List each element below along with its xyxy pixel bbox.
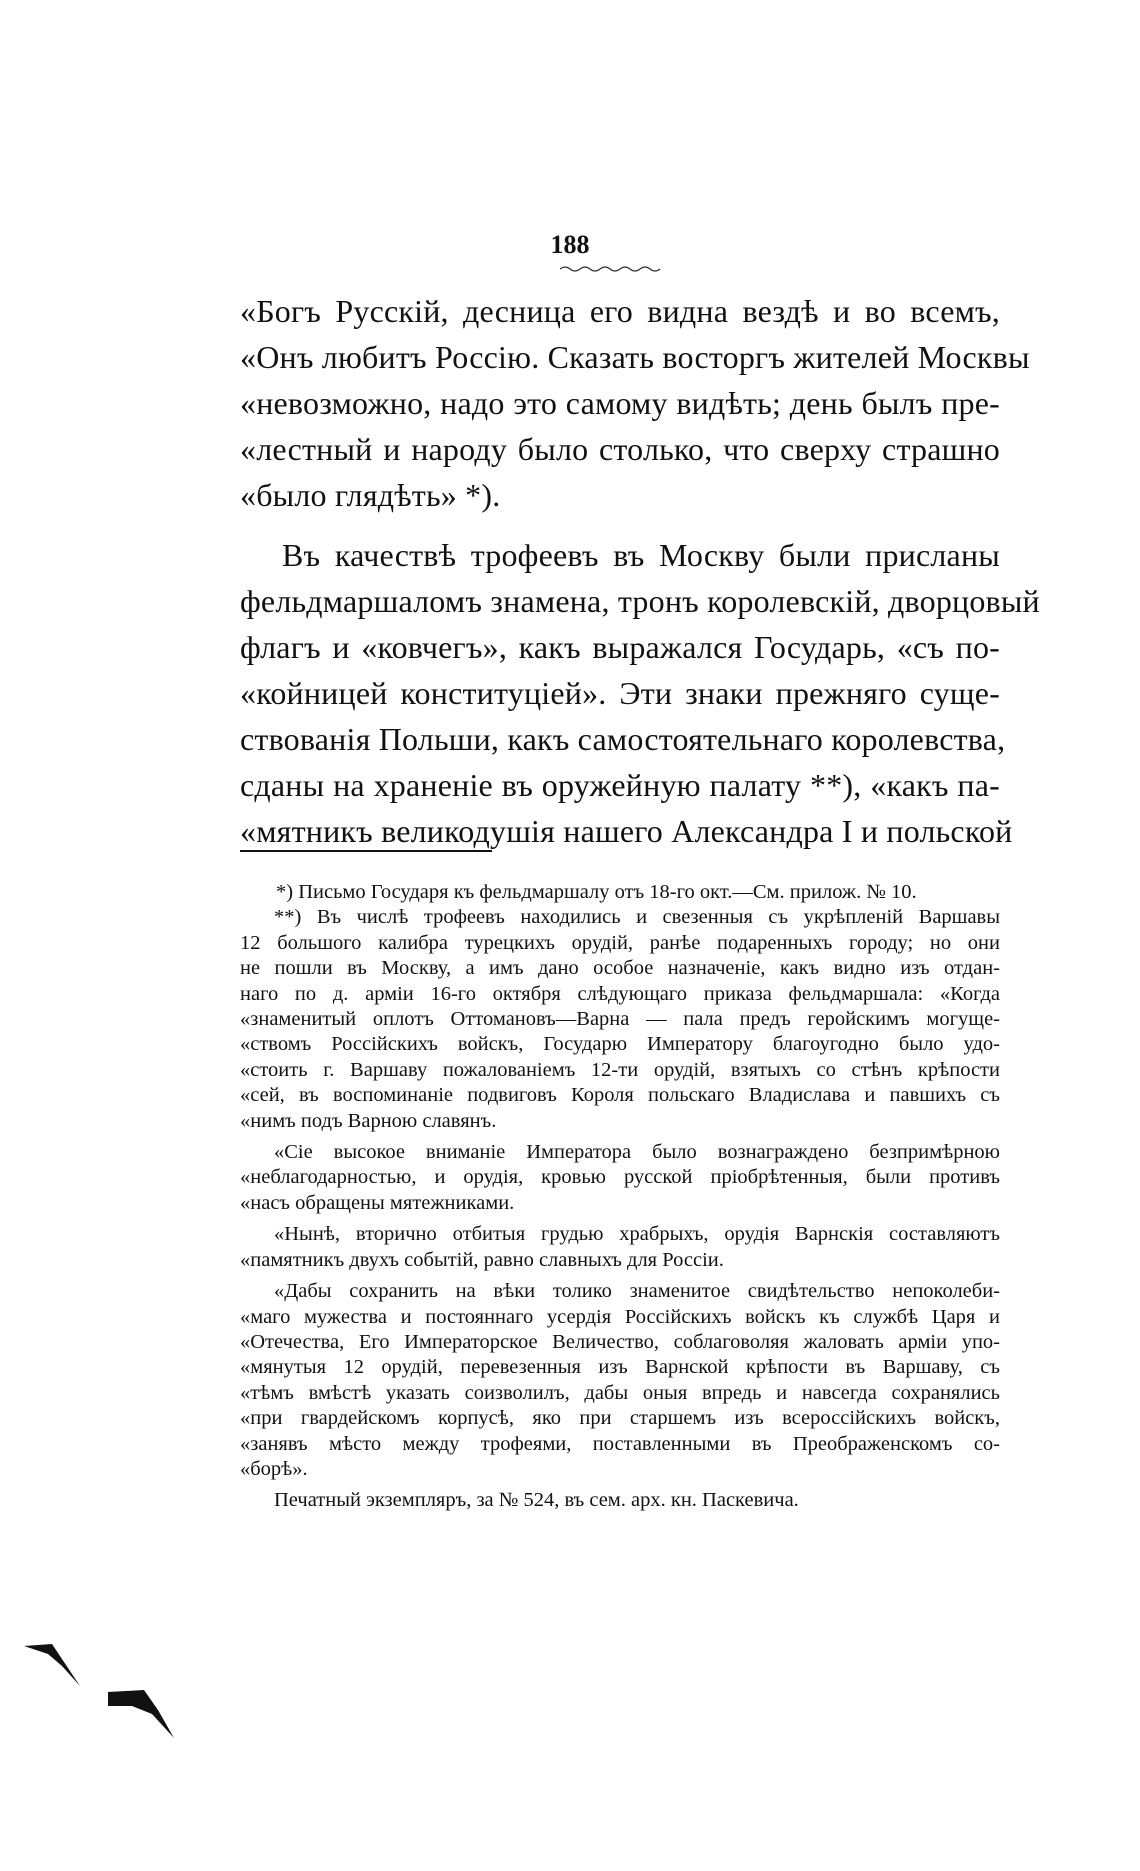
body-line: «Онъ любитъ Россію. Сказать восторгъ жителей Москвы — [240, 339, 1030, 375]
footnote-line: «маго мужества и постояннаго усердія Россійскихъ войскъ къ службѣ Царя и — [240, 1305, 1000, 1328]
footnote-line: «сей, въ воспоминаніе подвиговъ Короля польскаго Владислава и павшихъ съ — [240, 1084, 1000, 1107]
footnote-line: «насъ обращены мятежниками. — [240, 1191, 515, 1214]
body-line: «невозможно, надо это самому видѣть; день былъ пре- — [240, 385, 1000, 421]
footnote-line: «ствомъ Россійскихъ войскъ, Государю Императору благоугодно было удо- — [240, 1033, 1000, 1056]
footnote-line: «при гвардейскомъ корпусѣ, яко при старшемъ изъ всероссійскихъ войскъ, — [240, 1407, 1000, 1430]
footnote-separator — [240, 850, 492, 852]
body-line: «лестный и народу было столько, что сверху страшно — [240, 431, 1000, 467]
footnote-line: «Нынѣ, вторично отбитыя грудью храбрыхъ, орудія Варнскія составляютъ — [274, 1223, 1000, 1246]
body-line: «мятникъ великодушія нашего Александра I и польской — [240, 813, 1013, 849]
footnote-line: «Дабы сохранить на вѣки толико знаменитое свидѣтельство непоколеби- — [274, 1280, 1000, 1303]
footnote-line: «мянутыя 12 орудій, перевезенныя изъ Варнской крѣпости въ Варшаву, съ — [240, 1356, 1000, 1379]
footnote-line: «неблагодарностью, и орудія, кровью русской пріобрѣтенныя, были противъ — [240, 1166, 1000, 1189]
body-line: «было глядѣть» *). — [240, 477, 501, 513]
footnote-line: 12 большого калибра турецкихъ орудій, ранѣе подаренныхъ городу; но они — [240, 931, 1000, 954]
body-line: фельдмаршаломъ знамена, тронъ королевскій, дворцовый — [240, 583, 1040, 619]
wavy-ornament-icon — [560, 264, 680, 272]
footnote-line: *) Письмо Государя къ фельдмаршалу отъ 18-го окт.—См. прилож. № 10. — [276, 881, 917, 903]
body-line: Въ качествѣ трофеевъ въ Москву были присланы — [282, 537, 1000, 573]
footnote-line: «Отечества, Его Императорское Величество, соблаговоляя жаловать арміи упо- — [240, 1330, 1000, 1353]
footnote-line: **) Въ числѣ трофеевъ находились и свезенныя съ укрѣпленій Варшавы — [274, 906, 1000, 929]
footnote-line: «знаменитый оплотъ Оттомановъ—Варна — пала предъ геройскимъ могуще- — [240, 1008, 1000, 1031]
footnote-line: «тѣмъ вмѣстѣ указать соизволилъ, дабы оныя впредь и навсегда сохранялись — [240, 1381, 1000, 1404]
body-line: ствованія Польши, какъ самостоятельнаго королевства, — [240, 721, 1006, 757]
main-text — [240, 288, 1040, 854]
body-line: «койницей конституціей». Эти знаки прежняго суще- — [240, 675, 1000, 711]
footnote-line: «борѣ». — [240, 1457, 308, 1480]
scan-mark-icon — [106, 1682, 176, 1742]
footnote-line: «занявъ мѣсто между трофеями, поставленными въ Преображенскомъ со- — [240, 1432, 1000, 1455]
footnote-line: «памятникъ двухъ событій, равно славныхъ для Россіи. — [240, 1248, 724, 1271]
footnote-line: «нимъ подъ Варною славянъ. — [240, 1109, 497, 1132]
footnotes — [240, 880, 1000, 1514]
body-line: флагъ и «ковчегъ», какъ выражался Государь, «съ по- — [240, 629, 1000, 665]
footnote-line: не пошли въ Москву, а имъ дано особое назначеніе, какъ видно изъ отдан- — [240, 957, 1000, 980]
footnote-line: наго по д. арміи 16-го октября слѣдующаго приказа фельдмаршала: «Когда — [240, 982, 1000, 1005]
footnote-line: «Сіе высокое вниманіе Императора было вознаграждено безпримѣрною — [274, 1141, 1000, 1164]
page-number: 188 — [550, 230, 590, 259]
body-line: «Богъ Русскій, десница его видна вездѣ и во всемъ, — [240, 293, 1000, 329]
scan-mark-icon — [22, 1640, 82, 1690]
footnote-line: Печатный экземпляръ, за № 524, въ сем. арх. кн. Паскевича. — [274, 1489, 799, 1512]
body-line: сданы на храненіе въ оружейную палату **), «какъ па- — [240, 767, 1000, 803]
footnote-line: «стоить г. Варшаву пожалованіемъ 12-ти орудій, взятыхъ со стѣнъ крѣпости — [240, 1058, 1000, 1081]
